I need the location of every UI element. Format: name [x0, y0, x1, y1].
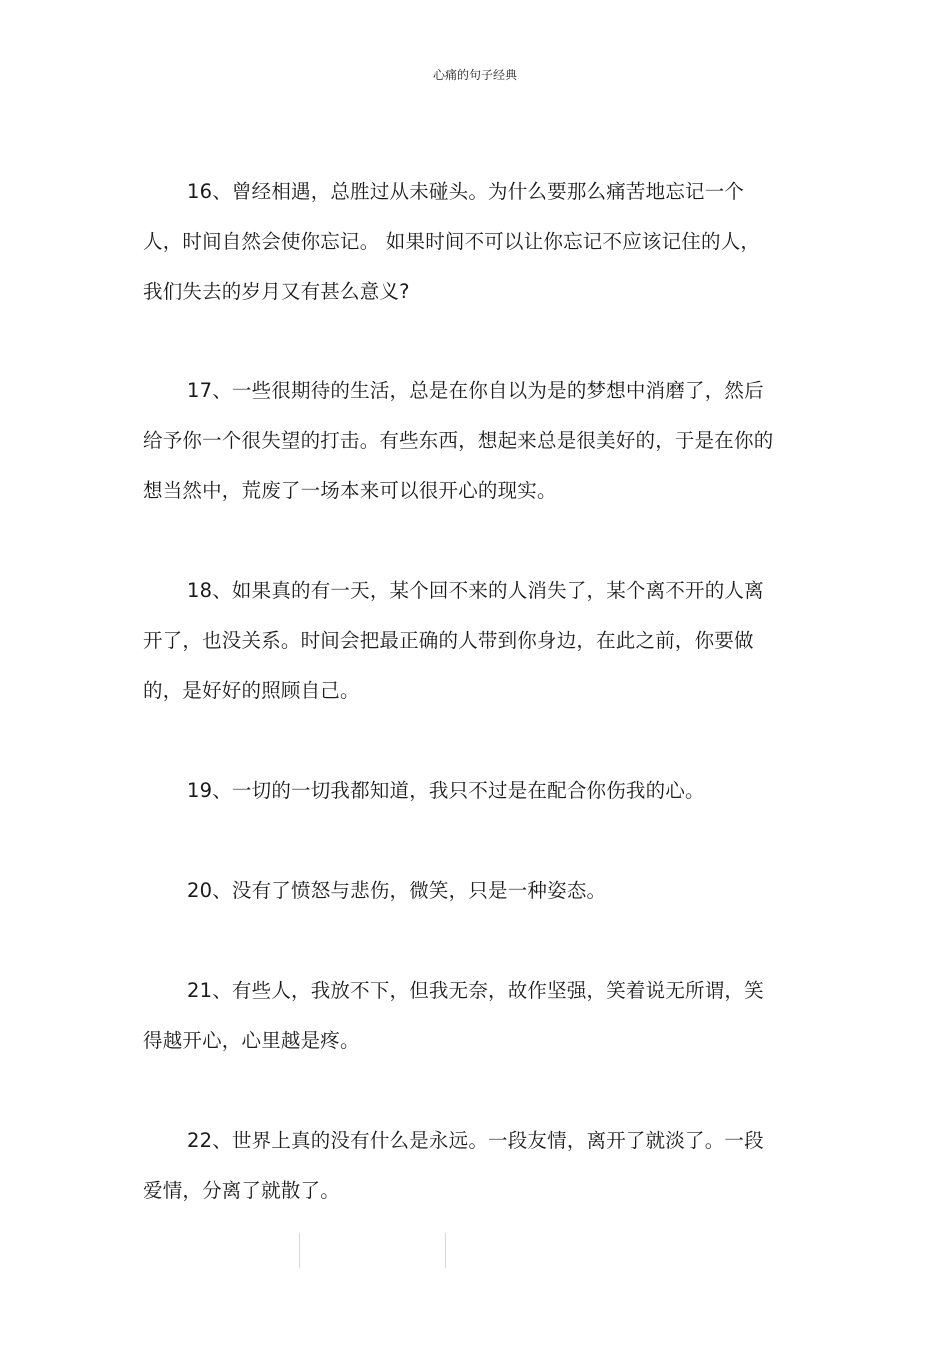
paragraph-22: 22、世界上真的没有什么是永远。一段友情，离开了就淡了。一段爱情，分离了就散了。: [143, 1129, 764, 1202]
footer-divider-right: [445, 1233, 446, 1268]
paragraph-21: 21、有些人，我放不下，但我无奈，故作坚强，笑着说无所谓，笑得越开心，心里越是疼。: [143, 979, 764, 1052]
paragraph-18: 18、如果真的有一天，某个回不来的人消失了，某个离不开的人离开了，也没关系。时间会把最正确的人带到你身边，在此之前，你要做的，是好好的照顾自己。: [143, 579, 764, 702]
page-header-title: 心痛的句子经典: [432, 68, 517, 82]
paragraph-20: 20、没有了愤怒与悲伤，微笑，只是一种姿态。: [187, 879, 607, 902]
paragraph-17: 17、一些很期待的生活，总是在你自以为是的梦想中消磨了，然后给予你一个很失望的打击。有些东西，想起来总是很美好的，于是在你的想当然中，荒废了一场本来可以很开心的现实。: [143, 379, 774, 502]
paragraph-16: 16、曾经相遇，总胜过从未碰头。为什么要那么痛苦地忘记一个人，时间自然会使你忘记。 如果时间不可以让你忘记不应该记住的人，我们失去的岁月又有甚么意义?: [143, 180, 761, 303]
footer-divider-left: [299, 1233, 300, 1268]
paragraph-19: 19、一切的一切我都知道，我只不过是在配合你伤我的心。: [187, 779, 705, 802]
